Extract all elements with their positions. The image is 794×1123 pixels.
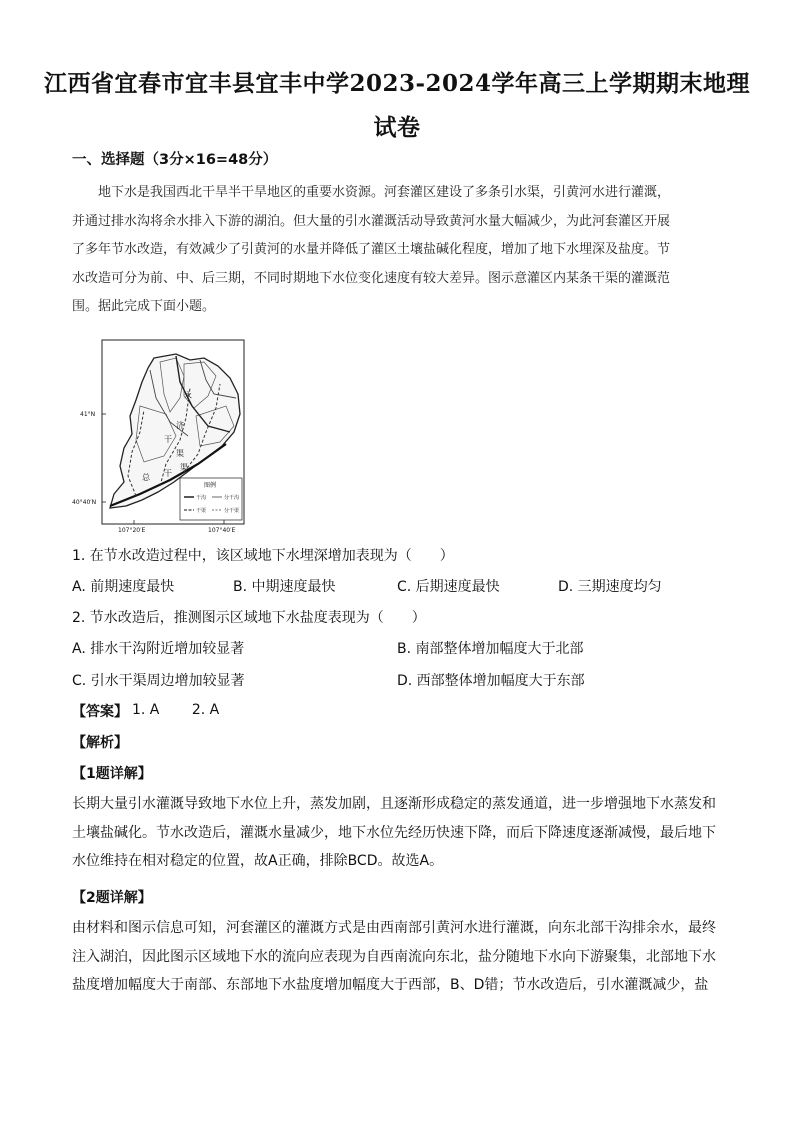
detail1-label: 【1题详解】 [72,766,152,782]
answers [132,702,247,718]
question-stem: 1. 在节水改造过程中，该区域地下水埋深增加表现为（ ） [72,548,454,564]
map-place-char: 干 [164,435,172,444]
question-option: B. 南部整体增加幅度大于北部 [397,641,584,657]
legend-item: 分干沟 [224,495,240,501]
map-place-char: 永 [184,391,192,400]
legend-item: 干沟 [196,495,207,501]
longitude-label: 107°40′E [208,527,236,534]
material-line: 并通过排水沟将余水排入下游的湖泊。但大量的引水灌溉活动导致黄河水量大幅减少，为此河套灌区开展 [72,213,671,229]
section-heading: 一、选择题（3分×16=48分） [72,152,278,168]
detail2-label: 【2题详解】 [72,890,152,906]
detail-line: 由材料和图示信息可知，河套灌区的灌溉方式是由西南部引黄河水进行灌溉，向东北部干沟排余水，最终 [72,920,716,936]
latitude-label: 41°N [80,411,96,418]
question-option: D. 西部整体增加幅度大于东部 [397,673,585,689]
answer-item: 1. A [132,702,160,718]
page-title: 江西省宜春市宜丰县宜丰中学2023-2024学年高三上学期期末地理试卷 [43,70,751,141]
question-option: D. 三期速度均匀 [558,579,662,595]
map-place-char: 干 [164,469,172,478]
detail-line: 长期大量引水灌溉导致地下水位上升，蒸发加剧，且逐渐形成稳定的蒸发通道，进一步增强地下水蒸发和 [72,796,716,812]
answer-label: 【答案】 [72,704,128,720]
latitude-label: 40°40′N [72,499,97,506]
question-stem: 2. 节水改造后，推测图示区域地下水盐度表现为（ ） [72,610,426,626]
material-line: 水改造可分为前、中、后三期，不同时期地下水位变化速度有较大差异。图示意灌区内某条干渠的灌溉范 [72,270,671,286]
question-option: A. 前期速度最快 [72,579,175,595]
analysis-label: 【解析】 [72,735,128,751]
map-place-char: 渠 [180,463,188,472]
material-line: 了多年节水改造，有效减少了引黄河的水量并降低了灌区土壤盐碱化程度，增加了地下水埋深及盐度。节 [72,242,671,258]
material-paragraph [72,179,722,322]
detail-line: 注入湖泊，因此图示区域地下水的流向应表现为自西南流向东北，盐分随地下水向下游聚集，北部地下水 [72,948,716,965]
legend-title: 图例 [204,482,217,489]
question-option: C. 后期速度最快 [397,579,500,595]
detail-line: 盐度增加幅度大于南部、东部地下水盐度增加幅度大于西部，B、D错；节水改造后，引水灌溉减少，盐 [72,977,709,993]
irrigation-map [72,336,260,536]
map-legend [180,478,242,520]
material-line: 围。据此完成下面小题。 [72,299,216,315]
detail-line: 土壤盐碱化。节水改造后，灌溉水量减少，地下水位先经历快速下降，而后下降速度逐渐减慢，最后地下 [72,824,716,841]
longitude-label: 107°20′E [118,527,146,534]
legend-item: 干渠 [196,508,207,514]
question-option: C. 引水干渠周边增加较显著 [72,673,245,689]
detail1-text [72,790,722,876]
detail2-text [72,914,722,1000]
map-place-char: 渠 [176,449,184,458]
answer-item: 2. A [191,702,220,718]
legend-item: 分干渠 [224,508,240,514]
map-place-char: 总 [142,473,150,482]
question-option: A. 排水干沟附近增加较显著 [72,641,245,657]
material-line: 地下水是我国西北干旱半干旱地区的重要水资源。河套灌区建设了多条引水渠，引黄河水进行灌溉， [98,185,671,200]
detail-line: 水位维持在相对稳定的位置，故A正确，排除BCD。故选A。 [72,853,444,869]
question-option: B. 中期速度最快 [233,579,336,595]
map-place-char: 济 [176,421,184,430]
